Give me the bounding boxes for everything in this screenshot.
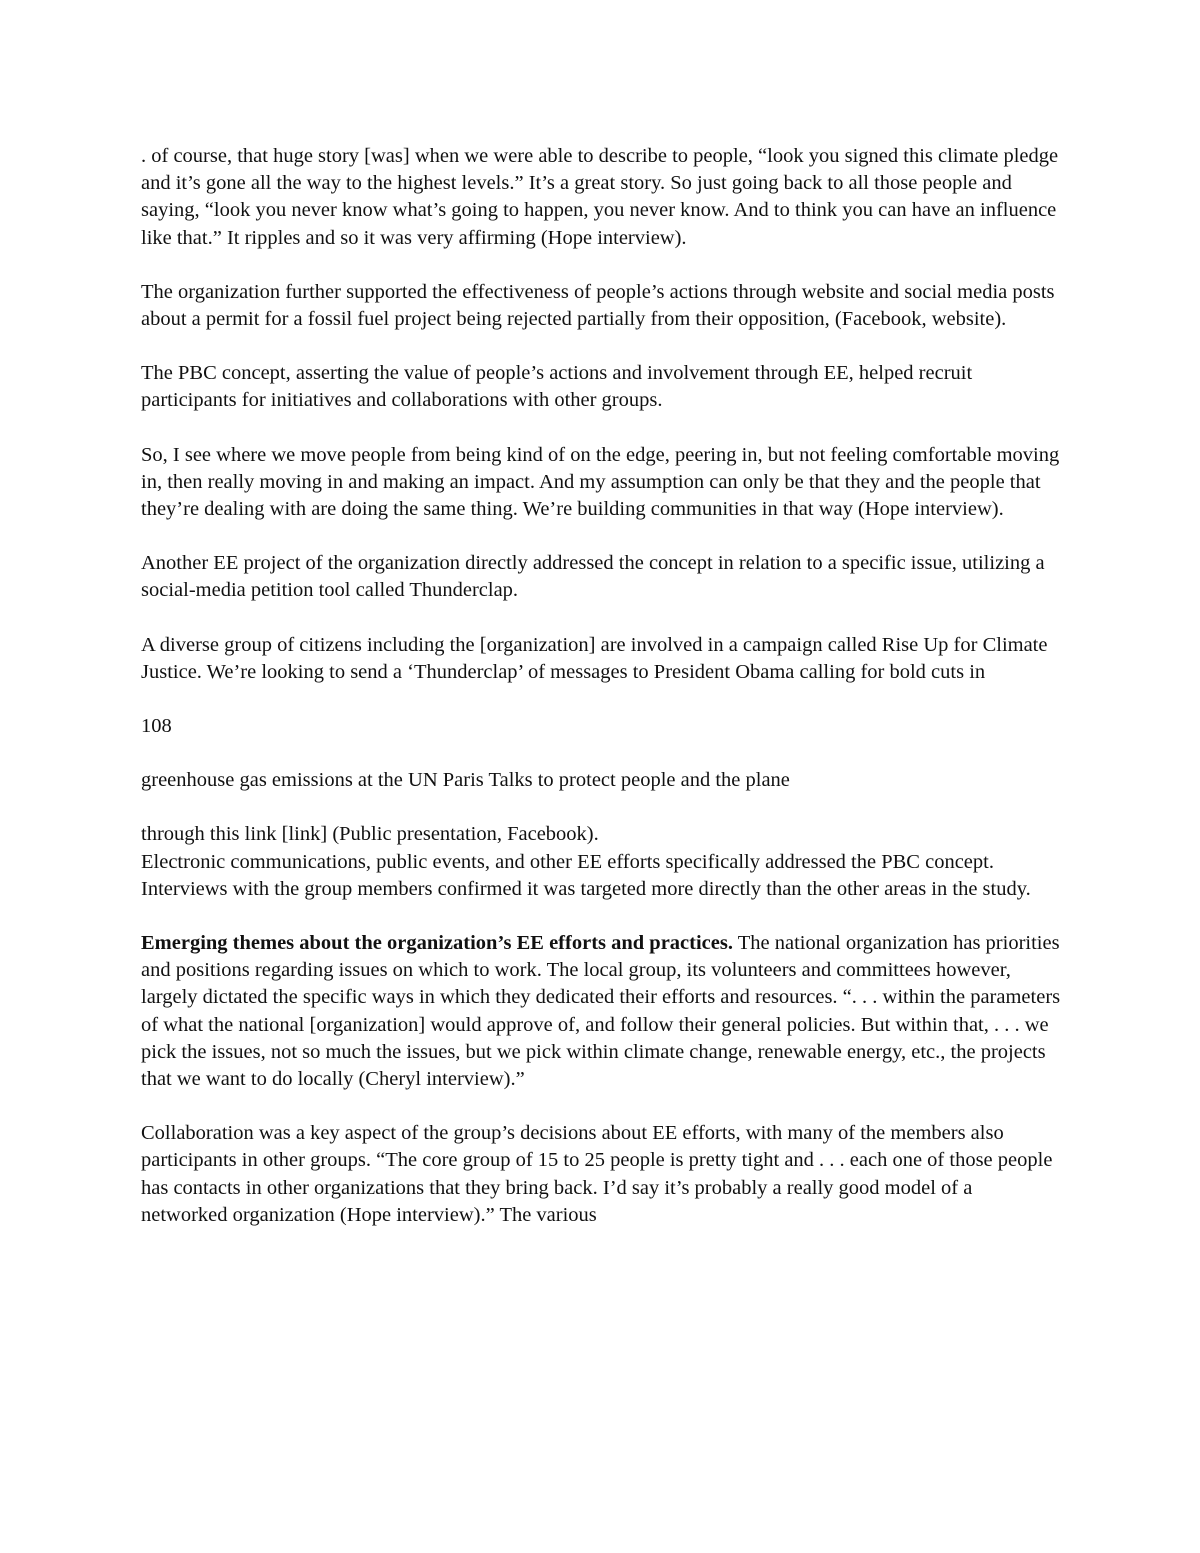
paragraph-link: through this link [link] (Public presentation, Facebook). (141, 823, 599, 846)
paragraph-collaboration: Collaboration was a key aspect of the group’s decisions about EE efforts, with many of the members also participants in other groups. “The core group of 15 to 25 people is pretty tight and . . . each one of those people has contacts in other organizations that they bring back. I’d say it’s probably a really good model of a networked organization (Hope interview).” The various (141, 1122, 1053, 1226)
paragraph-quote-hope-2: So, I see where we move people from being kind of on the edge, peering in, but not feeling comfortable moving in, then really moving in and making an impact. And my assumption can only be that they and the people that they’re dealing with are doing the same thing. We’re building communities in that way (Hope interview). (141, 443, 1060, 521)
section-heading: Emerging themes about the organization’s EE efforts and practices. (141, 932, 733, 955)
paragraph-electronic-communications: Electronic communications, public events, and other EE efforts specifically addressed the PBC concept. Interviews with the group members confirmed it was targeted more directly than the other areas in the study. (141, 850, 1031, 900)
document-page (141, 143, 1061, 1256)
paragraph-continuation: greenhouse gas emissions at the UN Paris Talks to protect people and the plane (141, 769, 790, 792)
paragraph-emerging-themes (141, 930, 1061, 1093)
section-body: The national organization has priorities and positions regarding issues on which to work. The local group, its volunteers and committees however, largely dictated the specific ways in which they dedicated their efforts and resources. “. . . within the parameters of what the national [organization] would approve of, and follow their general policies. But within that, . . . we pick the issues, not so much the issues, but we pick within climate change, renewable energy, etc., the projects that we want to do locally (Cheryl interview).” (141, 932, 1061, 1091)
paragraph-thunderclap: Another EE project of the organization directly addressed the concept in relation to a specific issue, utilizing a social-media petition tool called Thunderclap. (141, 552, 1045, 602)
page-number: 108 (141, 715, 172, 738)
paragraph-quote-hope-1: . of course, that huge story [was] when we were able to describe to people, “look you signed this climate pledge and it’s gone all the way to the highest levels.” It’s a great story. So just going back to all those people and saying, “look you never know what’s going to happen, you never know. And to think you can have an influence like that.” It ripples and so it was very affirming (Hope interview). (141, 145, 1059, 249)
paragraph-rise-up-quote: A diverse group of citizens including the [organization] are involved in a campaign called Rise Up for Climate Justice. We’re looking to send a ‘Thunderclap’ of messages to President Obama calling for bold cuts in (141, 633, 1048, 683)
paragraph-pbc-concept: The PBC concept, asserting the value of people’s actions and involvement through EE, helped recruit participants for initiatives and collaborations with other groups. (141, 362, 973, 412)
paragraph-effectiveness: The organization further supported the effectiveness of people’s actions through website and social media posts about a permit for a fossil fuel project being rejected partially from their opposition, (Facebook, website). (141, 280, 1055, 331)
